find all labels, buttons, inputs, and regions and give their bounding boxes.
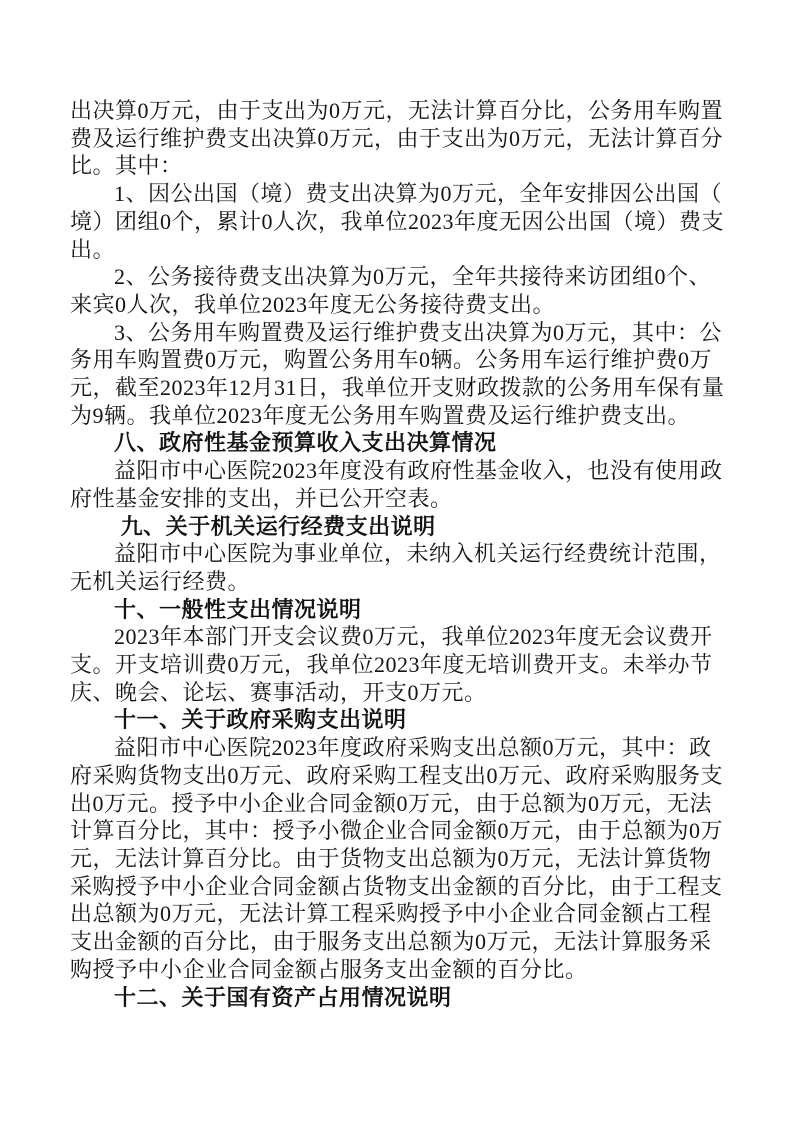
paragraph-item-1-official-travel: 1、因公出国（境）费支出决算为0万元，全年安排因公出国（境）团组0个，累计0人次，我单位2023年度无因公出国（境）费支出。	[70, 181, 725, 262]
paragraph-continuation: 出决算0万元，由于支出为0万元，无法计算百分比，公务用车购置费及运行维护费支出决算0万元，由于支出为0万元，无法计算百分比。其中：	[70, 98, 724, 179]
paragraph-section-9-body: 益阳市中心医院为事业单位，未纳入机关运行经费统计范围，无机关运行经费。	[70, 541, 722, 594]
section-heading-11-government-procurement: 十一、关于政府采购支出说明	[114, 707, 407, 733]
paragraph-item-3-official-vehicles: 3、公务用车购置费及运行维护费支出决算为0万元，其中：公务用车购置费0万元，购置公务用车0辆。公务用车运行维护费0万元，截至2023年12月31日，我单位开支财政拨款的公务用车保有量为9辆。我单位2023年度无公务用车购置费及运行维护费支出。	[70, 319, 725, 428]
paragraph-item-2-official-reception: 2、公务接待费支出决算为0万元，全年共接待来访团组0个、来宾0人次，我单位2023年度无公务接待费支出。	[70, 264, 712, 317]
paragraph-section-8-body: 益阳市中心医院2023年度没有政府性基金收入，也没有使用政府性基金安排的支出，并已公开空表。	[70, 458, 723, 511]
section-heading-12-state-owned-assets: 十二、关于国有资产占用情况说明	[114, 984, 452, 1010]
paragraph-section-10-body: 2023年本部门开支会议费0万元，我单位2023年度无会议费开支。开支培训费0万元，我单位2023年度无培训费开支。未举办节庆、晚会、论坛、赛事活动，开支0万元。	[70, 624, 713, 705]
section-heading-8-government-fund-budget: 八、政府性基金预算收入支出决算情况	[114, 430, 497, 456]
section-heading-10-general-expenditure: 十、一般性支出情况说明	[114, 596, 362, 622]
paragraph-section-11-body: 益阳市中心医院2023年度政府采购支出总额0万元，其中：政府采购货物支出0万元、政府采购工程支出0万元、政府采购服务支出0万元。授予中小企业合同金额0万元，由于总额为0万元，无法计算百分比，其中：授予小微企业合同金额0万元，由于总额为0万元，无法计算百分比。由于货物支出总额为0万元，无法计算货物采购授予中小企业合同金额占货物支出金额的百分比，由于工程支出总额为0万元，无法计算工程采购授予中小企业合同金额占工程支出金额的百分比，由于服务支出总额为0万元，无法计算服务采购授予中小企业合同金额占服务支出金额的百分比。	[70, 735, 724, 982]
section-heading-9-agency-operating-expense: 九、关于机关运行经费支出说明	[114, 513, 436, 539]
document-body	[70, 97, 731, 1011]
